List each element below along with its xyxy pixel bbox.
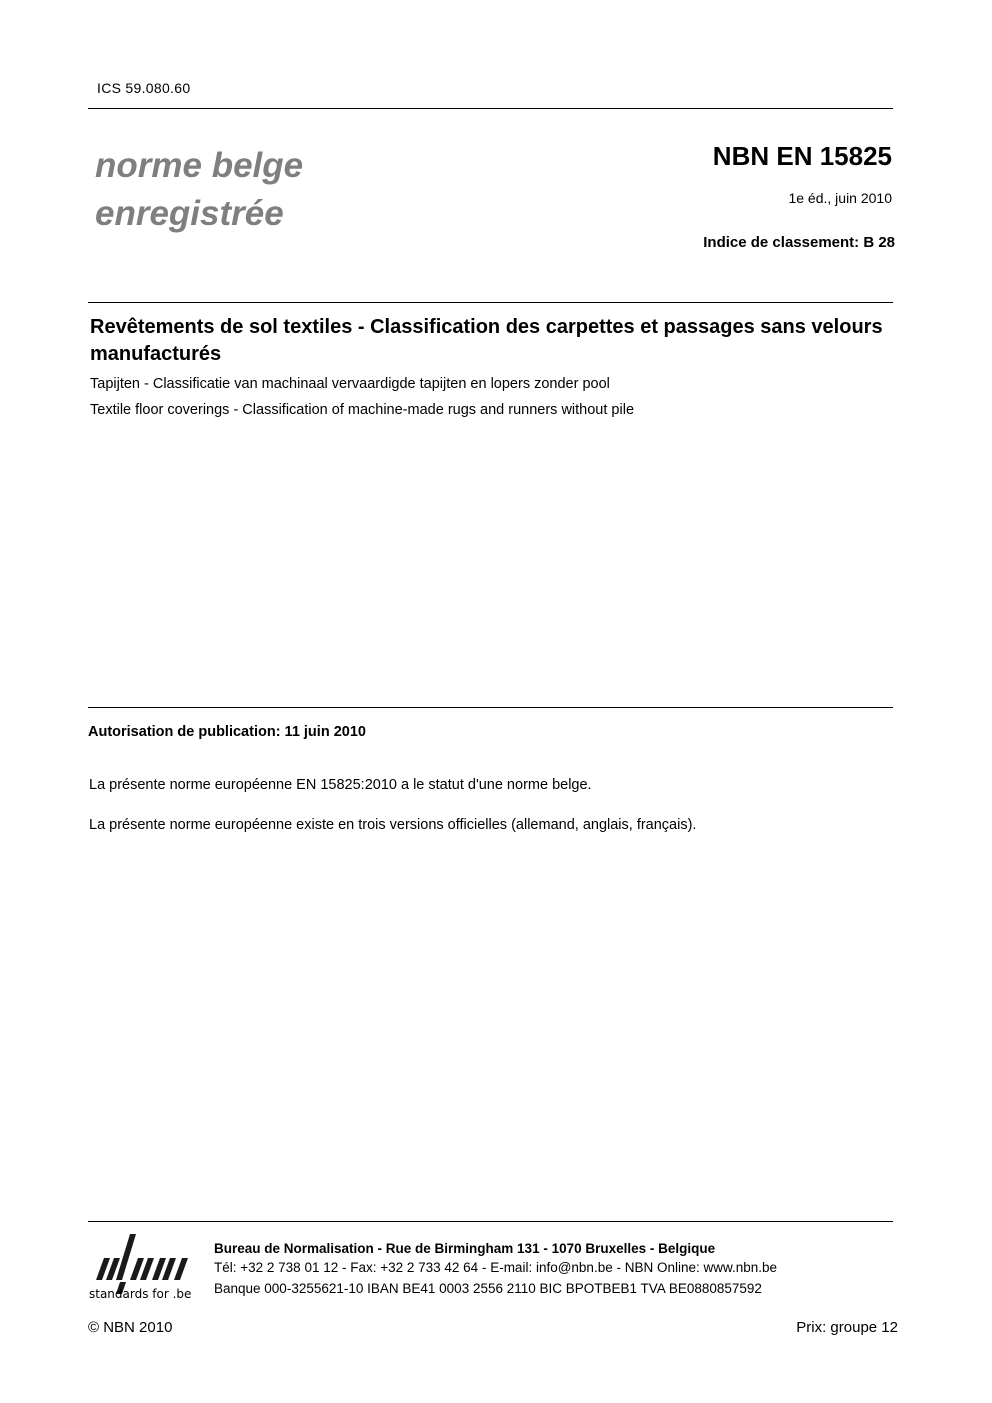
address-line-1: Bureau de Normalisation - Rue de Birmingham 131 - 1070 Bruxelles - Belgique [214, 1241, 716, 1256]
ics-code: ICS 59.080.60 [97, 80, 191, 96]
versions-paragraph: La présente norme européenne existe en trois versions officielles (allemand, anglais, français). [89, 817, 697, 833]
header-divider [88, 108, 893, 109]
address-line-2: Tél: +32 2 738 01 12 - Fax: +32 2 733 42 64 - E-mail: info@nbn.be - NBN Online: www.nbn.be [214, 1260, 778, 1275]
copyright: © NBN 2010 [88, 1319, 173, 1336]
publication-authorisation: Autorisation de publication: 11 juin 2010 [88, 724, 366, 740]
logo-tagline: standards for .be [89, 1287, 192, 1301]
address-line-3: Banque 000-3255621-10 IBAN BE41 0003 2556 2110 BIC BPOTBEB1 TVA BE0880857592 [214, 1281, 762, 1296]
norme-line-2: enregistrée [95, 194, 284, 233]
price-group: Prix: groupe 12 [796, 1319, 898, 1336]
standard-number: NBN EN 15825 [712, 141, 892, 171]
norme-belge-label [95, 142, 303, 238]
norme-line-1: norme belge [95, 146, 304, 185]
status-paragraph: La présente norme européenne EN 15825:2010 a le statut d'une norme belge. [89, 777, 592, 793]
edition-date: 1e éd., juin 2010 [788, 190, 892, 206]
title-dutch: Tapijten - Classificatie van machinaal vervaardigde tapijten en lopers zonder pool [90, 376, 610, 392]
footer-divider [88, 1221, 893, 1222]
body-divider [88, 707, 893, 708]
title-french: Revêtements de sol textiles - Classification des carpettes et passages sans velours manufacturés [90, 316, 883, 365]
title-divider [88, 302, 893, 303]
title-english: Textile floor coverings - Classification of machine-made rugs and runners without pile [90, 402, 635, 418]
classification-index: Indice de classement: B 28 [703, 234, 895, 251]
